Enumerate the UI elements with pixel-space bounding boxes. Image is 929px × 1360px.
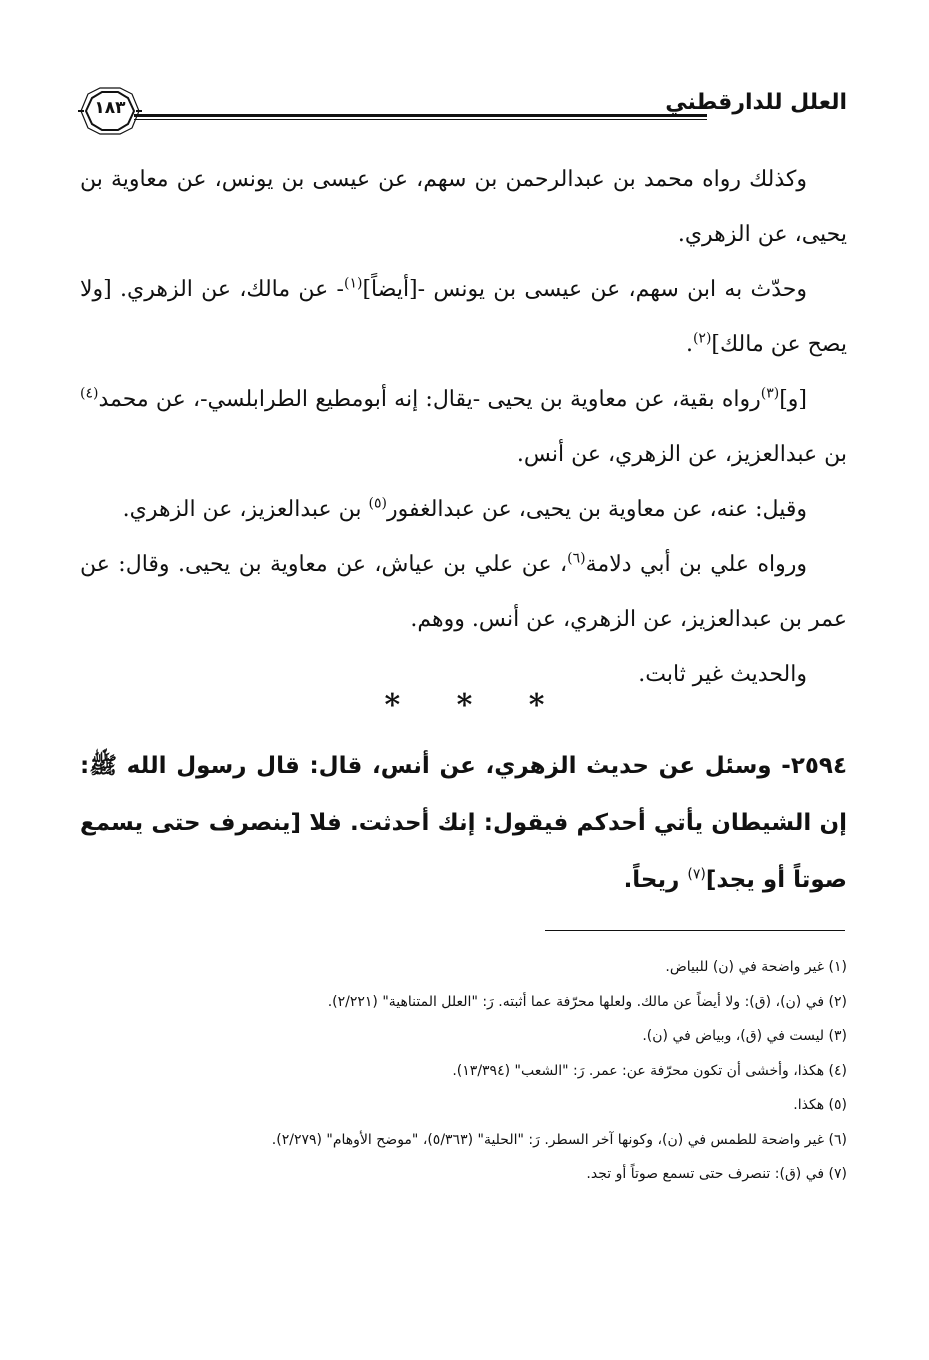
paragraph-4 bbox=[80, 482, 847, 537]
page-number-badge bbox=[78, 86, 142, 136]
page-number: ١٨٣ bbox=[94, 98, 126, 118]
footnote: (٣) ليست في (ق)، وبياض في (ن). bbox=[642, 1028, 847, 1044]
footnote: (١) غير واضحة في (ن) للبياض. bbox=[665, 959, 847, 975]
footnote: (٦) غير واضحة للطمس في (ن)، وكونها آخر السطر. رَ: "الحلية" (٥/٣٦٣)، "موضح الأوهام" (٢/٢٧٩). bbox=[271, 1131, 847, 1148]
text-run: بن عبدالعزيز، عن الزهري، عن أنس. bbox=[516, 442, 847, 467]
paragraph-1: وكذلك رواه محمد بن عبدالرحمن بن سهم، عن عيسى بن يونس، عن معاوية بن يحيى، عن الزهري. bbox=[80, 167, 847, 247]
main-text bbox=[80, 152, 847, 702]
footnote: (٤) هكذا، وأخشى أن تكون محرّفة عن: عمر. رَ: "الشعب" (١٣/٣٩٤). bbox=[452, 1062, 847, 1079]
footnotes bbox=[80, 950, 847, 1192]
footnote-ref: (١) bbox=[343, 275, 363, 292]
text-run: . bbox=[685, 332, 693, 357]
section-separator: * * * bbox=[384, 688, 545, 723]
text-run: ٢٥٩٤- وسئل عن حديث الزهري، عن أنس، قال: قال رسول الله ﷺ: إن الشيطان يأتي أحدكم فيقول: إنك أحدثت. فلا [ينصرف حتى يسمع صوتاً أو يجد] bbox=[80, 753, 847, 893]
text-run: [و] bbox=[779, 387, 807, 412]
footnote-ref: (٧) bbox=[687, 866, 706, 883]
paragraph-2 bbox=[80, 262, 847, 372]
text-run: رواه بقية، عن معاوية بن يحيى -يقال: إنه أبومطيع الطرابلسي-، عن محمد bbox=[98, 387, 761, 412]
footnote-ref: (٦) bbox=[567, 550, 586, 567]
paragraph-6: والحديث غير ثابت. bbox=[638, 662, 807, 687]
footnote-ref: (٣) bbox=[760, 385, 780, 402]
footnote: (٥) هكذا. bbox=[793, 1097, 847, 1113]
footnote-rule bbox=[545, 930, 845, 931]
paragraph-5 bbox=[80, 537, 847, 647]
paragraph-3 bbox=[80, 372, 847, 482]
text-run: وحدّث به ابن سهم، عن عيسى بن يونس -[أيضاً] bbox=[362, 277, 807, 302]
footnote: (٧) في (ق): تنصرف حتى تسمع صوتاً أو تجد. bbox=[586, 1166, 847, 1182]
text-run: ورواه علي بن أبي دلامة bbox=[585, 552, 807, 577]
text-run: ريحاً. bbox=[623, 867, 688, 893]
entry-2594 bbox=[80, 738, 847, 909]
text-run: وقيل: عنه، عن معاوية بن يحيى، عن عبدالغفور bbox=[387, 497, 807, 522]
footnote: (٢) في (ن)، (ق): ولا أيضاً عن مالك. ولعلها محرّفة عما أثبته. رَ: "العلل المتناهية" (٢/٢٢١). bbox=[327, 993, 847, 1010]
text-run: بن عبدالعزيز، عن الزهري. bbox=[122, 497, 369, 522]
header-rule bbox=[134, 114, 707, 120]
running-title: العلل للدارقطني bbox=[665, 90, 847, 115]
footnote-ref: (٥) bbox=[368, 495, 387, 512]
text-run: - عن مالك، عن الزهري. [ولا يصح عن مالك] bbox=[80, 277, 847, 357]
footnote-ref: (٢) bbox=[692, 330, 712, 347]
footnote-ref: (٤) bbox=[80, 385, 99, 402]
text-run: ، عن علي بن عياش، عن معاوية بن يحيى. وقال: عن عمر بن عبدالعزيز، عن الزهري، عن أنس. ووهم. bbox=[80, 552, 847, 632]
